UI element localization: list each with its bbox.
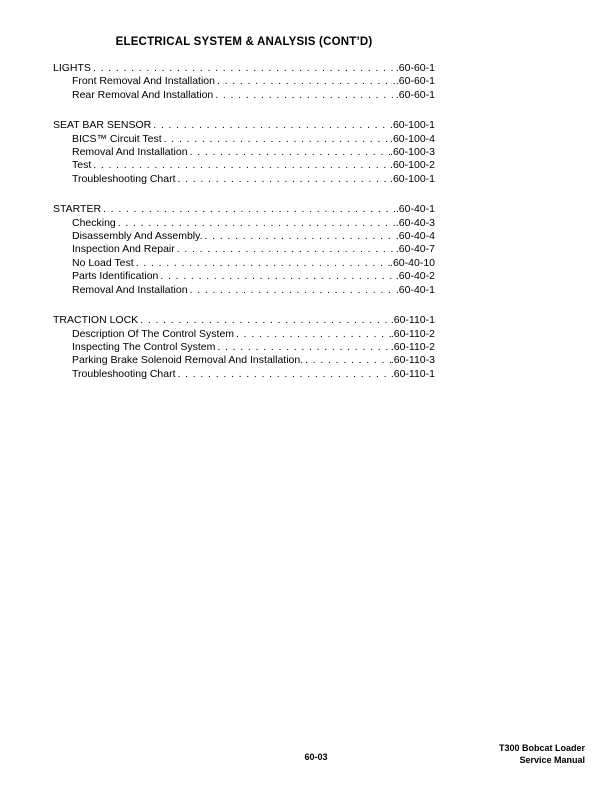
dot-leader — [305, 354, 391, 367]
footer-manual-line2: Service Manual — [519, 754, 585, 765]
toc-row — [53, 62, 435, 75]
toc-entry-page: . 60-40-10 — [390, 257, 435, 270]
toc-entry-label: Troubleshooting Chart — [72, 172, 176, 185]
dot-leader — [140, 314, 391, 327]
toc-row — [53, 217, 435, 230]
toc-section-traction-lock — [53, 314, 435, 381]
footer-manual-name — [499, 743, 585, 766]
toc-row — [53, 146, 435, 159]
toc-entry-label: Checking — [72, 216, 116, 229]
dot-leader — [236, 328, 391, 341]
dot-leader — [93, 62, 396, 75]
toc-row — [53, 314, 435, 327]
toc-entry-page: . 60-100-4 — [390, 133, 435, 146]
toc-entry-label: TRACTION LOCK — [53, 314, 139, 327]
toc-entry-label: Troubleshooting Chart — [72, 367, 176, 380]
toc-content — [53, 36, 435, 381]
toc-row — [53, 75, 435, 88]
footer-manual-line1: T300 Bobcat Loader — [498, 743, 585, 753]
toc-section-starter — [53, 203, 435, 297]
toc-row — [53, 368, 435, 381]
toc-row — [53, 173, 435, 186]
dot-leader — [160, 270, 395, 283]
toc-row — [53, 341, 435, 354]
dot-leader — [190, 284, 396, 297]
toc-entry-page: . 60-40-7 — [396, 243, 435, 256]
toc-entry-label: STARTER — [53, 203, 102, 216]
toc-entry-label: Inspection And Repair — [72, 243, 175, 256]
toc-entry-label: Inspecting The Control System — [72, 340, 216, 353]
toc-entry-page: . 60-110-2 — [391, 341, 435, 354]
dot-leader — [103, 203, 396, 216]
toc-entry-page: . 60-60-1 — [396, 62, 435, 75]
toc-row — [53, 203, 435, 216]
dot-leader — [217, 341, 390, 354]
toc-entry-page: . 60-40-1 — [396, 203, 435, 216]
dot-leader — [136, 257, 390, 270]
toc-entry-page: . 60-110-1 — [391, 314, 435, 327]
toc-entry-page: . 60-100-1 — [390, 173, 435, 186]
dot-leader — [178, 368, 391, 381]
toc-row — [53, 270, 435, 283]
toc-entry-label: Disassembly And Assembly. — [72, 230, 203, 243]
toc-entry-page: . 60-110-2 — [391, 328, 435, 341]
toc-row — [53, 328, 435, 341]
toc-entry-label: Front Removal And Installation — [72, 75, 215, 88]
toc-entry-label: LIGHTS — [53, 62, 91, 74]
dot-leader — [178, 173, 391, 186]
toc-entry-label: BICS™ Circuit Test — [72, 132, 162, 145]
dot-leader — [177, 243, 396, 256]
toc-entry-label: Parking Brake Solenoid Removal And Installation. — [72, 354, 304, 367]
toc-entry-label: Test — [72, 159, 92, 172]
toc-entry-label: SEAT BAR SENSOR — [53, 119, 152, 132]
toc-entry-page: . 60-40-4 — [396, 230, 435, 243]
toc-entry-label: No Load Test — [72, 256, 134, 269]
toc-entry-page: . 60-40-1 — [396, 284, 435, 297]
toc-entry-label: Removal And Installation — [72, 146, 188, 159]
dot-leader — [215, 89, 396, 102]
dot-leader — [164, 133, 390, 146]
footer-page-number: 60-03 — [304, 752, 328, 762]
dot-leader — [93, 159, 390, 172]
toc-row — [53, 257, 435, 270]
toc-entry-label: Parts Identification — [72, 270, 159, 283]
dot-leader — [217, 75, 396, 88]
dot-leader — [153, 119, 390, 132]
toc-row — [53, 159, 435, 172]
toc-entry-page: . 60-100-1 — [390, 119, 435, 132]
toc-section-seat-bar-sensor — [53, 119, 435, 186]
toc-entry-page: . 60-100-2 — [390, 159, 435, 172]
toc-entry-page: . 60-60-1 — [396, 75, 435, 88]
toc-entry-page: . 60-110-1 — [391, 368, 435, 381]
page-title: ELECTRICAL SYSTEM & ANALYSIS (CONT’D) — [115, 36, 373, 48]
toc-entry-label: Rear Removal And Installation — [72, 88, 214, 101]
toc-entry-page: . 60-40-3 — [396, 217, 435, 230]
toc-entry-page: . 60-40-2 — [396, 270, 435, 283]
dot-leader — [190, 146, 390, 159]
toc-entry-label: Description Of The Control System — [72, 327, 235, 340]
toc-row — [53, 284, 435, 297]
toc-row — [53, 119, 435, 132]
toc-entry-label: Removal And Installation — [72, 283, 188, 296]
toc-entry-page: . 60-100-3 — [390, 146, 435, 159]
toc-row — [53, 230, 435, 243]
toc-section-lights — [53, 62, 435, 102]
toc-row — [53, 133, 435, 146]
toc-row — [53, 354, 435, 367]
toc-row — [53, 89, 435, 102]
toc-entry-page: . 60-110-3 — [391, 354, 435, 367]
dot-leader — [205, 230, 396, 243]
dot-leader — [118, 217, 396, 230]
toc-row — [53, 243, 435, 256]
toc-entry-page: . 60-60-1 — [396, 89, 435, 102]
